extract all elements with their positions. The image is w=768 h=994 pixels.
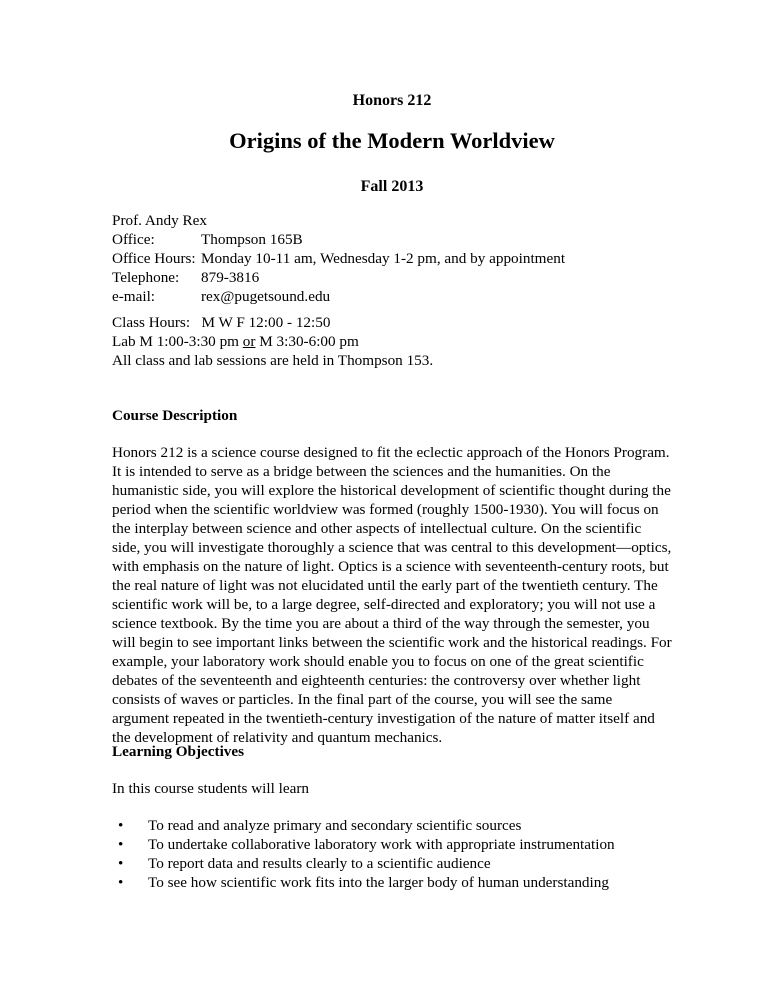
learning-objectives-heading: Learning Objectives	[112, 743, 245, 760]
contact-label: Office Hours:	[112, 250, 196, 267]
professor-name: Prof. Andy Rex	[112, 212, 207, 229]
lab-hours	[112, 332, 672, 351]
contact-info	[112, 211, 672, 306]
contact-value: 879-3816	[201, 269, 260, 286]
list-item	[112, 816, 672, 835]
lab-hours-part1: Lab M 1:00-3:30 pm	[112, 333, 243, 350]
lab-hours-part2: M 3:30-6:00 pm	[255, 333, 359, 350]
course-title: Origins of the Modern Worldview	[229, 128, 555, 153]
bullet-icon: •	[118, 874, 124, 891]
contact-value: Thompson 165B	[201, 231, 303, 248]
objective-text: To read and analyze primary and secondary scientific sources	[148, 817, 522, 834]
bullet-icon: •	[118, 836, 124, 853]
course-description-heading: Course Description	[112, 407, 238, 424]
bullet-icon: •	[118, 817, 124, 834]
contact-value: Monday 10-11 am, Wednesday 1-2 pm, and by appointment	[201, 250, 566, 267]
objective-text: To see how scientific work fits into the larger body of human understanding	[148, 874, 609, 891]
bullet-icon: •	[118, 855, 124, 872]
learning-objectives-intro: In this course students will learn	[112, 780, 309, 797]
schedule	[112, 313, 672, 370]
contact-label: Office:	[112, 231, 155, 248]
lab-hours-or: or	[242, 333, 256, 350]
course-number: Honors 212	[352, 92, 432, 109]
term: Fall 2013	[360, 178, 424, 195]
course-description-body: Honors 212 is a science course designed to fit the eclectic approach of the Honors Program. It is intended to serve as a bridge between the sciences and the humanities. On the humanistic side, you will explore the historical development of scientific thought during the period when the scientific worldview was formed (roughly 1500-1930). You will focus on the interplay between science and other aspects of intellectual culture. On the scientific side, you will investigate thoroughly a science that was central to this development—optics, with emphasis on the nature of light. Optics is a science with seventeenth-century roots, but the real nature of light was not elucidated until the early part of the twentieth century. The scientific work will be, to a large degree, self-directed and exploratory; you will not use a science textbook. By the time you are about a third of the way through the semester, you will begin to see important links between the scientific work and the historical readings. For example, your laboratory work should enable you to focus on one of the great scientific debates of the seventeenth and eighteenth centuries: the controversy over whether light consists of waves or particles. In the final part of the course, you will see the same argument repeated in the twentieth-century investigation of the nature of matter itself and the development of relativity and quantum mechanics.	[112, 444, 672, 746]
contact-row	[112, 287, 672, 306]
contact-row	[112, 268, 672, 287]
objective-text: To undertake collaborative laboratory work with appropriate instrumentation	[148, 836, 615, 853]
learning-objectives-list	[112, 816, 672, 892]
list-item	[112, 835, 672, 854]
email-link: rex@pugetsound.edu	[201, 288, 331, 305]
location: All class and lab sessions are held in Thompson 153.	[112, 352, 434, 369]
list-item	[112, 854, 672, 873]
contact-row	[112, 230, 672, 249]
objective-text: To report data and results clearly to a scientific audience	[148, 855, 491, 872]
professor-line	[112, 211, 672, 230]
contact-label: e-mail:	[112, 288, 156, 305]
contact-label: Telephone:	[112, 269, 180, 286]
list-item	[112, 873, 672, 892]
contact-row	[112, 249, 672, 268]
class-hours: Class Hours: M W F 12:00 - 12:50	[112, 314, 331, 331]
